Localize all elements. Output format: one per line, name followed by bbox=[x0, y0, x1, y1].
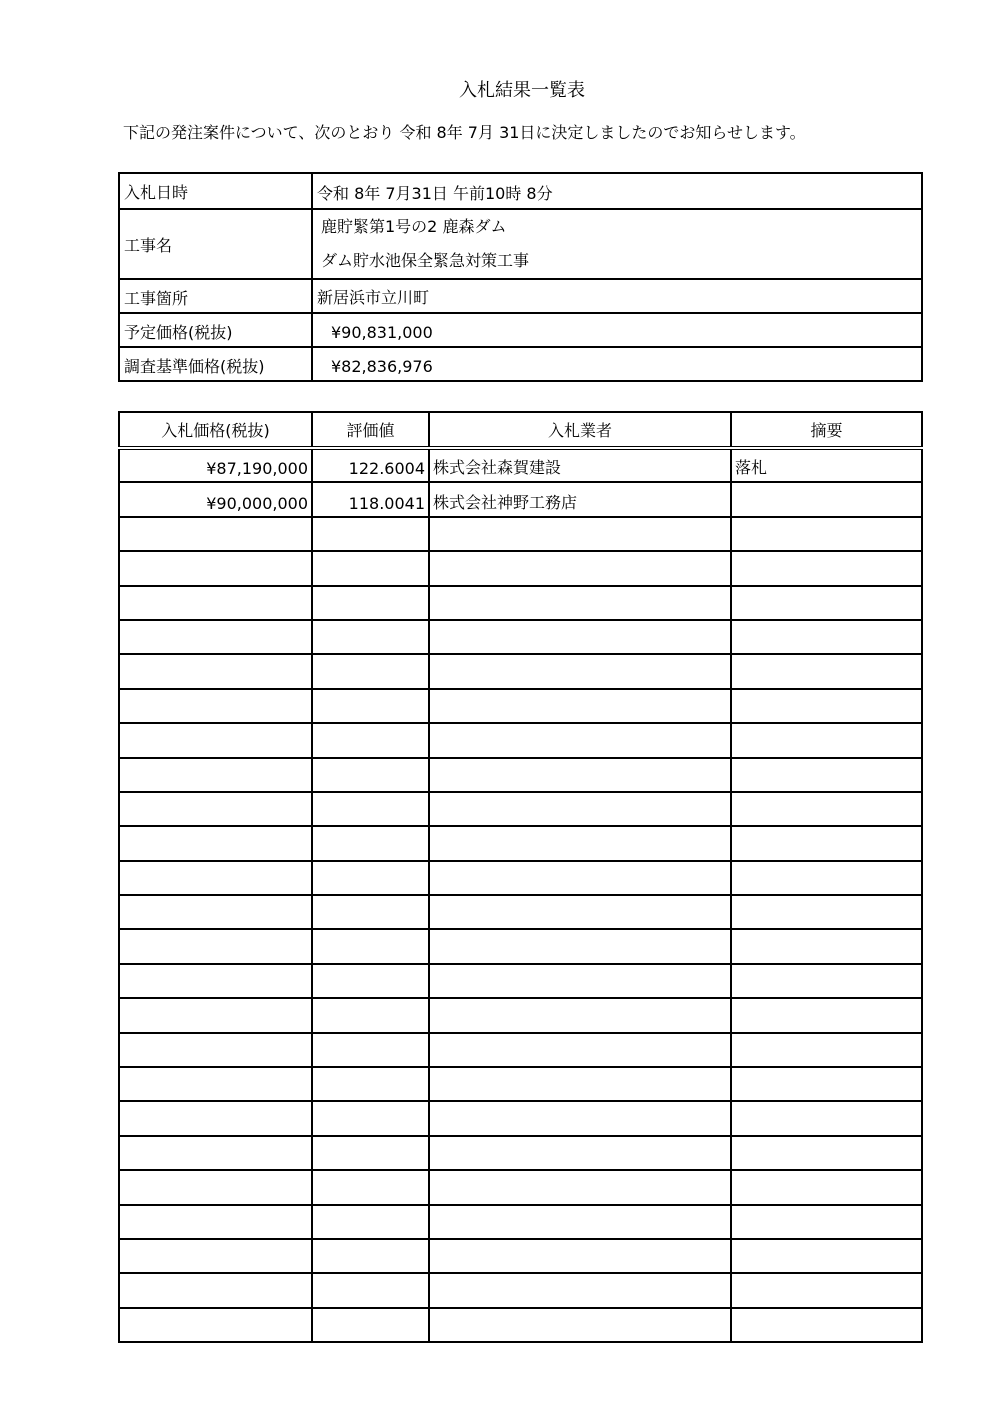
bidder-cell bbox=[429, 1101, 731, 1135]
bid-price-cell bbox=[119, 792, 312, 826]
bidder-cell bbox=[429, 517, 731, 551]
bidder-cell bbox=[429, 551, 731, 585]
note-cell bbox=[731, 1308, 922, 1342]
note-cell bbox=[731, 1101, 922, 1135]
note-cell bbox=[731, 1170, 922, 1204]
score-cell bbox=[312, 758, 429, 792]
score-cell bbox=[312, 620, 429, 654]
bidder-cell bbox=[429, 792, 731, 826]
table-row bbox=[119, 758, 922, 792]
bidder-cell bbox=[429, 1033, 731, 1067]
score-cell bbox=[312, 861, 429, 895]
page-title: 入札結果一覧表 bbox=[459, 80, 585, 101]
score-cell: 118.0041 bbox=[312, 482, 429, 516]
note-cell bbox=[731, 758, 922, 792]
note-cell bbox=[731, 689, 922, 723]
bid-price-cell bbox=[119, 1170, 312, 1204]
score-cell bbox=[312, 723, 429, 757]
bid-price-cell bbox=[119, 1205, 312, 1239]
survey-price-label: 調査基準価格(税抜) bbox=[119, 347, 312, 381]
bid-price-cell bbox=[119, 758, 312, 792]
table-row bbox=[119, 792, 922, 826]
bid-price-cell bbox=[119, 964, 312, 998]
note-cell bbox=[731, 723, 922, 757]
note-cell bbox=[731, 1205, 922, 1239]
note-cell bbox=[731, 1273, 922, 1307]
table-row bbox=[119, 620, 922, 654]
score-cell bbox=[312, 1170, 429, 1204]
note-cell bbox=[731, 1239, 922, 1273]
table-row bbox=[119, 1101, 922, 1135]
table-row bbox=[119, 551, 922, 585]
table-row bbox=[119, 826, 922, 860]
bid-datetime-label: 入札日時 bbox=[119, 173, 312, 209]
table-row bbox=[119, 929, 922, 963]
bidder-cell: 株式会社神野工務店 bbox=[429, 482, 731, 516]
table-row bbox=[119, 861, 922, 895]
info-row-planned-price bbox=[119, 313, 922, 347]
bidder-cell bbox=[429, 1067, 731, 1101]
bid-price-cell bbox=[119, 1136, 312, 1170]
intro-text: 下記の発注案件について、次のとおり 令和 8年 7月 31日に決定しましたのでお知らせします。 bbox=[123, 123, 806, 142]
table-row bbox=[119, 1205, 922, 1239]
bidder-cell bbox=[429, 620, 731, 654]
score-cell bbox=[312, 654, 429, 688]
bid-price-cell bbox=[119, 861, 312, 895]
table-row bbox=[119, 517, 922, 551]
work-name-line-1: 鹿貯緊第1号の2 鹿森ダム bbox=[321, 217, 507, 236]
note-cell bbox=[731, 1067, 922, 1101]
bidder-cell bbox=[429, 964, 731, 998]
table-row bbox=[119, 654, 922, 688]
bid-price-cell bbox=[119, 586, 312, 620]
bid-price-cell bbox=[119, 1067, 312, 1101]
score-cell bbox=[312, 1273, 429, 1307]
bidder-cell bbox=[429, 929, 731, 963]
bid-price-cell: ¥87,190,000 bbox=[119, 448, 312, 482]
score-cell bbox=[312, 1136, 429, 1170]
table-row bbox=[119, 964, 922, 998]
bidder-cell bbox=[429, 895, 731, 929]
work-name-line-2: ダム貯水池保全緊急対策工事 bbox=[321, 251, 530, 270]
bidder-cell bbox=[429, 1136, 731, 1170]
table-row bbox=[119, 723, 922, 757]
note-cell bbox=[731, 620, 922, 654]
score-cell bbox=[312, 551, 429, 585]
score-cell bbox=[312, 1239, 429, 1273]
bidder-cell: 株式会社森賀建設 bbox=[429, 448, 731, 482]
bid-price-cell bbox=[119, 723, 312, 757]
table-row bbox=[119, 1067, 922, 1101]
bid-price-cell bbox=[119, 998, 312, 1032]
bidder-cell bbox=[429, 723, 731, 757]
bidder-cell bbox=[429, 1308, 731, 1342]
work-name-value bbox=[312, 209, 922, 279]
info-row-survey-price bbox=[119, 347, 922, 381]
note-cell bbox=[731, 654, 922, 688]
bidder-cell bbox=[429, 1273, 731, 1307]
score-cell bbox=[312, 1205, 429, 1239]
score-cell bbox=[312, 517, 429, 551]
score-cell bbox=[312, 998, 429, 1032]
note-cell bbox=[731, 482, 922, 516]
header-note: 摘要 bbox=[731, 412, 922, 448]
bid-price-cell bbox=[119, 1239, 312, 1273]
note-cell bbox=[731, 551, 922, 585]
note-cell bbox=[731, 964, 922, 998]
table-row bbox=[119, 689, 922, 723]
note-cell: 落札 bbox=[731, 448, 922, 482]
bidder-cell bbox=[429, 1239, 731, 1273]
table-row bbox=[119, 998, 922, 1032]
score-cell bbox=[312, 929, 429, 963]
score-cell bbox=[312, 964, 429, 998]
info-table bbox=[118, 172, 923, 382]
header-score: 評価値 bbox=[312, 412, 429, 448]
score-cell bbox=[312, 1033, 429, 1067]
note-cell bbox=[731, 586, 922, 620]
note-cell bbox=[731, 998, 922, 1032]
score-cell bbox=[312, 895, 429, 929]
table-row bbox=[119, 1033, 922, 1067]
note-cell bbox=[731, 929, 922, 963]
table-row bbox=[119, 1170, 922, 1204]
note-cell bbox=[731, 517, 922, 551]
bid-price-cell bbox=[119, 620, 312, 654]
work-location-value: 新居浜市立川町 bbox=[312, 279, 922, 313]
survey-price-value: ¥82,836,976 bbox=[312, 347, 922, 381]
bid-price-cell bbox=[119, 826, 312, 860]
bid-price-cell bbox=[119, 895, 312, 929]
bid-price-cell bbox=[119, 1308, 312, 1342]
table-row bbox=[119, 1273, 922, 1307]
score-cell bbox=[312, 1308, 429, 1342]
note-cell bbox=[731, 826, 922, 860]
header-bid-price: 入札価格(税抜) bbox=[119, 412, 312, 448]
planned-price-label: 予定価格(税抜) bbox=[119, 313, 312, 347]
bid-datetime-value: 令和 8年 7月31日 午前10時 8分 bbox=[312, 173, 922, 209]
table-row bbox=[119, 895, 922, 929]
work-name-label: 工事名 bbox=[119, 209, 312, 279]
info-row-work-name bbox=[119, 209, 922, 279]
bid-price-cell: ¥90,000,000 bbox=[119, 482, 312, 516]
table-row bbox=[119, 1136, 922, 1170]
bidder-cell bbox=[429, 586, 731, 620]
score-cell: 122.6004 bbox=[312, 448, 429, 482]
note-cell bbox=[731, 792, 922, 826]
bid-price-cell bbox=[119, 689, 312, 723]
info-row-location bbox=[119, 279, 922, 313]
bidder-cell bbox=[429, 826, 731, 860]
bid-price-cell bbox=[119, 517, 312, 551]
bid-price-cell bbox=[119, 1033, 312, 1067]
table-row bbox=[119, 448, 922, 482]
bidder-cell bbox=[429, 654, 731, 688]
note-cell bbox=[731, 1136, 922, 1170]
note-cell bbox=[731, 861, 922, 895]
bidder-cell bbox=[429, 1170, 731, 1204]
table-row bbox=[119, 586, 922, 620]
note-cell bbox=[731, 1033, 922, 1067]
results-table bbox=[118, 411, 923, 1343]
note-cell bbox=[731, 895, 922, 929]
bidder-cell bbox=[429, 758, 731, 792]
work-location-label: 工事箇所 bbox=[119, 279, 312, 313]
score-cell bbox=[312, 792, 429, 826]
info-row-datetime bbox=[119, 173, 922, 209]
results-header-row bbox=[119, 412, 922, 448]
score-cell bbox=[312, 1101, 429, 1135]
score-cell bbox=[312, 826, 429, 860]
bid-price-cell bbox=[119, 1273, 312, 1307]
results-body bbox=[119, 448, 922, 1342]
header-bidder: 入札業者 bbox=[429, 412, 731, 448]
table-row bbox=[119, 482, 922, 516]
bid-price-cell bbox=[119, 654, 312, 688]
bid-price-cell bbox=[119, 551, 312, 585]
bidder-cell bbox=[429, 861, 731, 895]
bid-price-cell bbox=[119, 1101, 312, 1135]
bidder-cell bbox=[429, 1205, 731, 1239]
table-row bbox=[119, 1308, 922, 1342]
bidder-cell bbox=[429, 998, 731, 1032]
score-cell bbox=[312, 689, 429, 723]
planned-price-value: ¥90,831,000 bbox=[312, 313, 922, 347]
score-cell bbox=[312, 586, 429, 620]
bid-price-cell bbox=[119, 929, 312, 963]
table-row bbox=[119, 1239, 922, 1273]
bidder-cell bbox=[429, 689, 731, 723]
score-cell bbox=[312, 1067, 429, 1101]
